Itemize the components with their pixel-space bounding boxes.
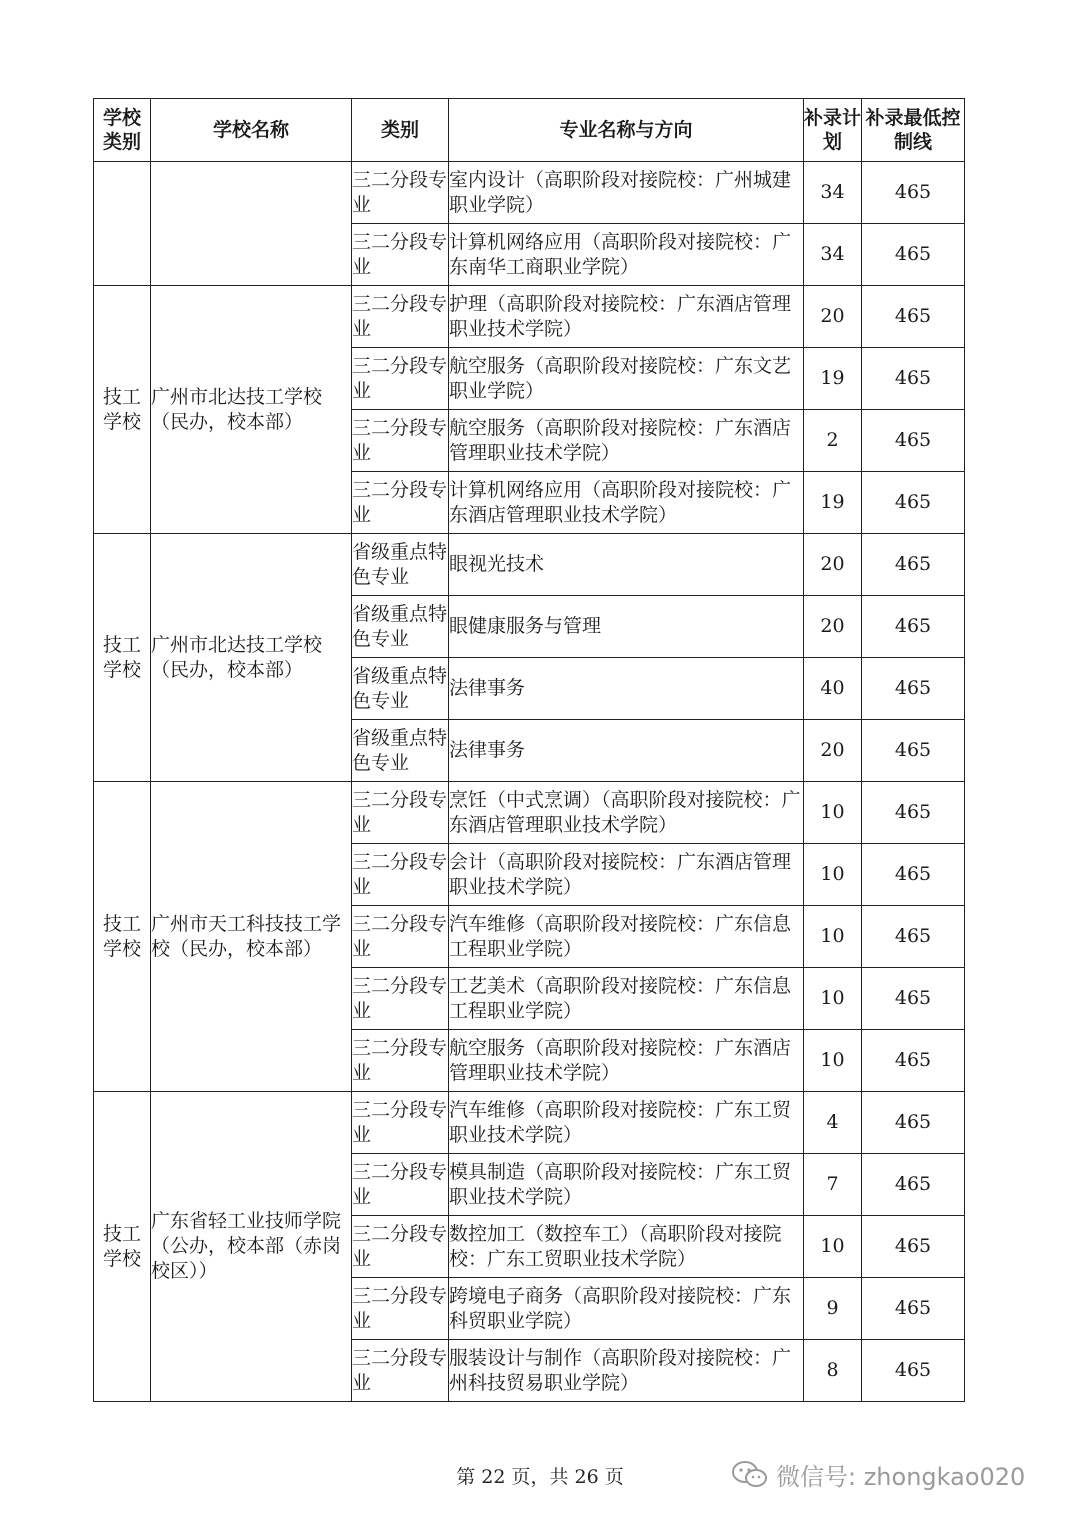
major-cell: 法律事务 [449,658,804,720]
type-cell: 三二分段专业 [352,1278,449,1340]
major-cell: 计算机网络应用（高职阶段对接院校：广东南华工商职业学院） [449,224,804,286]
major-cell: 会计（高职阶段对接院校：广东酒店管理职业技术学院） [449,844,804,906]
type-cell: 三二分段专业 [352,782,449,844]
type-cell: 三二分段专业 [352,968,449,1030]
type-cell: 省级重点特色专业 [352,720,449,782]
min-score-cell: 465 [862,534,965,596]
table-row [94,782,965,844]
table-row [94,286,965,348]
plan-cell: 2 [804,410,862,472]
type-cell: 三二分段专业 [352,906,449,968]
min-score-cell: 465 [862,906,965,968]
min-score-cell: 465 [862,1092,965,1154]
plan-cell: 20 [804,534,862,596]
school-name-cell: 广东省轻工业技师学院（公办，校本部（赤岗校区）） [151,1092,352,1402]
major-cell: 航空服务（高职阶段对接院校：广东文艺职业学院） [449,348,804,410]
min-score-cell: 465 [862,968,965,1030]
table-header-row [94,99,965,162]
type-cell: 三二分段专业 [352,224,449,286]
plan-cell: 10 [804,782,862,844]
min-score-cell: 465 [862,1216,965,1278]
plan-cell: 20 [804,596,862,658]
plan-cell: 34 [804,162,862,224]
plan-cell: 19 [804,348,862,410]
major-cell: 室内设计（高职阶段对接院校：广州城建职业学院） [449,162,804,224]
plan-cell: 7 [804,1154,862,1216]
min-score-cell: 465 [862,1340,965,1402]
plan-cell: 34 [804,224,862,286]
major-cell: 工艺美术（高职阶段对接院校：广东信息工程职业学院） [449,968,804,1030]
min-score-cell: 465 [862,1154,965,1216]
header-plan: 补录计划 [804,99,862,162]
major-cell: 计算机网络应用（高职阶段对接院校：广东酒店管理职业技术学院） [449,472,804,534]
header-type: 类别 [352,99,449,162]
min-score-cell: 465 [862,658,965,720]
plan-cell: 40 [804,658,862,720]
min-score-cell: 465 [862,472,965,534]
type-cell: 三二分段专业 [352,348,449,410]
major-cell: 眼视光技术 [449,534,804,596]
school-category-cell: 技工学校 [94,286,151,534]
header-category: 学校类别 [94,99,151,162]
min-score-cell: 465 [862,596,965,658]
type-cell: 三二分段专业 [352,1030,449,1092]
wechat-icon [730,1459,770,1491]
major-cell: 法律事务 [449,720,804,782]
major-cell: 护理（高职阶段对接院校：广东酒店管理职业技术学院） [449,286,804,348]
plan-cell: 9 [804,1278,862,1340]
header-min-score: 补录最低控制线 [862,99,965,162]
type-cell: 三二分段专业 [352,844,449,906]
school-category-cell [94,162,151,286]
watermark-text: 微信号: zhongkao020 [776,1463,1026,1491]
plan-cell: 10 [804,844,862,906]
type-cell: 三二分段专业 [352,1340,449,1402]
table-row [94,162,965,224]
min-score-cell: 465 [862,1030,965,1092]
major-cell: 汽车维修（高职阶段对接院校：广东信息工程职业学院） [449,906,804,968]
min-score-cell: 465 [862,348,965,410]
min-score-cell: 465 [862,1278,965,1340]
major-cell: 眼健康服务与管理 [449,596,804,658]
major-cell: 汽车维修（高职阶段对接院校：广东工贸职业技术学院） [449,1092,804,1154]
type-cell: 省级重点特色专业 [352,658,449,720]
plan-cell: 8 [804,1340,862,1402]
school-category-cell: 技工学校 [94,534,151,782]
major-cell: 跨境电子商务（高职阶段对接院校：广东科贸职业学院） [449,1278,804,1340]
school-name-cell: 广州市北达技工学校（民办，校本部） [151,534,352,782]
plan-cell: 10 [804,1216,862,1278]
admission-table [93,98,965,1402]
school-category-cell: 技工学校 [94,1092,151,1402]
min-score-cell: 465 [862,410,965,472]
min-score-cell: 465 [862,162,965,224]
major-cell: 服装设计与制作（高职阶段对接院校：广州科技贸易职业学院） [449,1340,804,1402]
plan-cell: 20 [804,286,862,348]
plan-cell: 10 [804,1030,862,1092]
min-score-cell: 465 [862,844,965,906]
min-score-cell: 465 [862,224,965,286]
type-cell: 三二分段专业 [352,410,449,472]
table-row [94,534,965,596]
table-row [94,1092,965,1154]
plan-cell: 20 [804,720,862,782]
min-score-cell: 465 [862,720,965,782]
type-cell: 三二分段专业 [352,1216,449,1278]
school-name-cell [151,162,352,286]
type-cell: 三二分段专业 [352,1092,449,1154]
min-score-cell: 465 [862,286,965,348]
header-school: 学校名称 [151,99,352,162]
wechat-watermark [730,1457,1025,1492]
plan-cell: 10 [804,968,862,1030]
plan-cell: 19 [804,472,862,534]
plan-cell: 4 [804,1092,862,1154]
type-cell: 三二分段专业 [352,162,449,224]
type-cell: 三二分段专业 [352,1154,449,1216]
type-cell: 三二分段专业 [352,472,449,534]
min-score-cell: 465 [862,782,965,844]
major-cell: 模具制造（高职阶段对接院校：广东工贸职业技术学院） [449,1154,804,1216]
page-footer: 第 22 页，共 26 页 [456,1466,624,1488]
plan-cell: 10 [804,906,862,968]
major-cell: 数控加工（数控车工）（高职阶段对接院校：广东工贸职业技术学院） [449,1216,804,1278]
school-name-cell: 广州市天工科技技工学校（民办，校本部） [151,782,352,1092]
major-cell: 航空服务（高职阶段对接院校：广东酒店管理职业技术学院） [449,1030,804,1092]
type-cell: 三二分段专业 [352,286,449,348]
table-body [94,162,965,1402]
major-cell: 烹饪（中式烹调）（高职阶段对接院校：广东酒店管理职业技术学院） [449,782,804,844]
type-cell: 省级重点特色专业 [352,596,449,658]
school-category-cell: 技工学校 [94,782,151,1092]
type-cell: 省级重点特色专业 [352,534,449,596]
school-name-cell: 广州市北达技工学校（民办，校本部） [151,286,352,534]
major-cell: 航空服务（高职阶段对接院校：广东酒店管理职业技术学院） [449,410,804,472]
header-major: 专业名称与方向 [449,99,804,162]
